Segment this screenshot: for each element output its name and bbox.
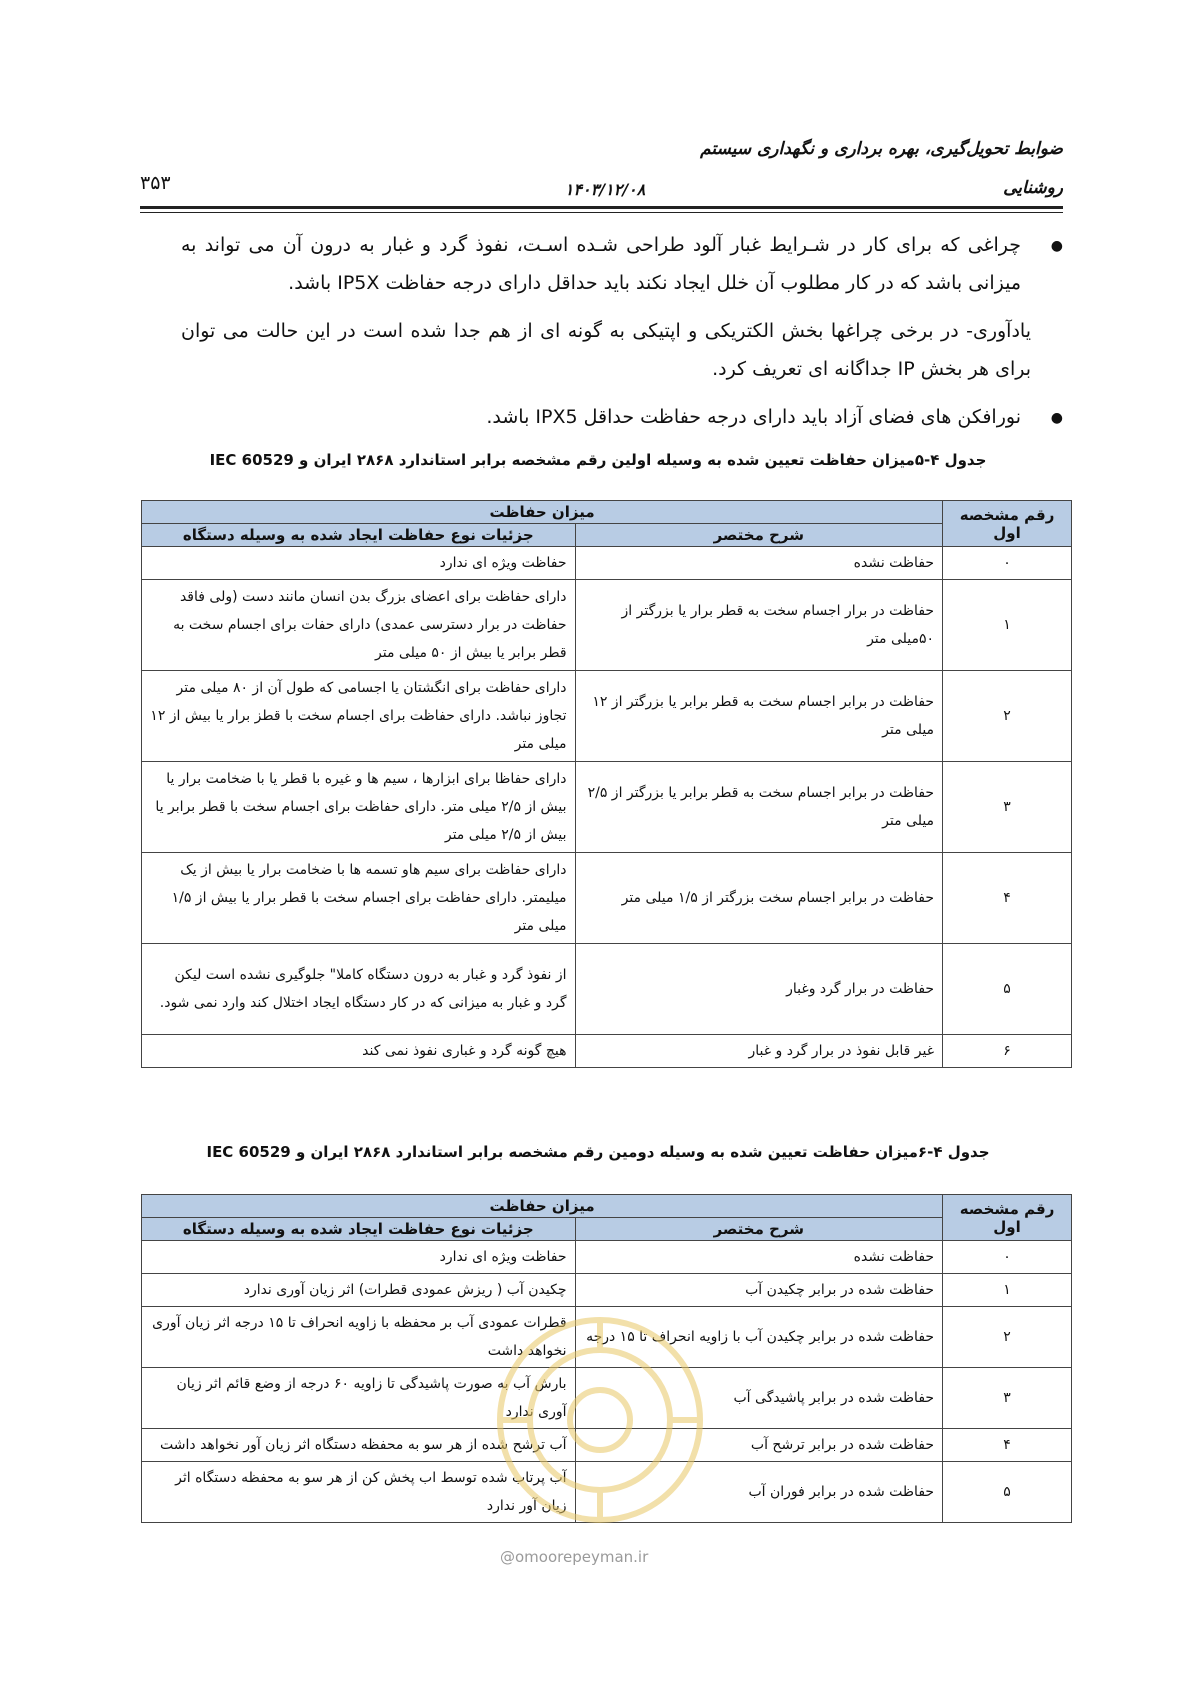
cell-num: ۲: [943, 671, 1072, 762]
cell-detail: قطرات عمودی آب بر محفظه با زاویه انحراف تا ۱۵ درجه اثر زیان آوری نخواهد داشت: [142, 1307, 576, 1368]
table1-head-detail: جزئیات نوع حفاظت ایجاد شده به وسیله دستگاه: [142, 524, 576, 547]
paragraph-bullet-2: نورافکن های فضای آزاد باید دارای درجه حفاظت حداقل IPX5 باشد.: [486, 406, 1021, 428]
table2-caption: جدول ۴-۶میزان حفاظت تعیین شده به وسیله دومین رقم مشخصه برابر استاندارد ۲۸۶۸ ایران و IEC 60529: [206, 1143, 990, 1161]
cell-detail: از نفوذ گرد و غبار به درون دستگاه کاملا" جلوگیری نشده است لیکن گرد و غبار به میزانی که در کار دستگاه ایجاد اختلال کند وارد نمی شود.: [142, 944, 576, 1035]
cell-desc: حفاظت نشده: [575, 547, 943, 580]
table2-head-detail: جزئیات نوع حفاظت ایجاد شده به وسیله دستگاه: [142, 1218, 576, 1241]
cell-desc: حفاظت شده در برابر چکیدن آب با زاویه انحراف تا ۱۵ درجه: [575, 1307, 943, 1368]
cell-desc: حفاظت نشده: [575, 1241, 943, 1274]
cell-detail: آب ترشح شده از هر سو به محفظه دستگاه اثر زیان آور نخواهد داشت: [142, 1429, 576, 1462]
header-date: ۱۴۰۳/۱۲/۰۸: [564, 180, 646, 199]
cell-num: ۱: [943, 1274, 1072, 1307]
header-title-line2: روشنایی: [1003, 178, 1063, 198]
cell-num: ۳: [943, 1368, 1072, 1429]
paragraph-note: یادآوری- در برخی چراغها بخش الکتریکی و اپتیکی به گونه ای از هم جدا شده است در این حالت می توان برای هر بخش IP جداگانه ای تعریف کرد.: [181, 320, 1031, 380]
cell-desc: حفاظت شده در برابر چکیدن آب: [575, 1274, 943, 1307]
cell-detail: هیچ گونه گرد و غباری نفوذ نمی کند: [142, 1035, 576, 1068]
cell-num: ۱: [943, 580, 1072, 671]
cell-num: ۰: [943, 1241, 1072, 1274]
cell-desc: حفاظت در برار اجسام سخت به قطر برار یا بزرگتر از ۵۰میلی متر: [575, 580, 943, 671]
table-row: [142, 762, 1072, 853]
cell-desc: حفاظت شده در برابر پاشیدگی آب: [575, 1368, 943, 1429]
cell-num: ۰: [943, 547, 1072, 580]
bullet-icon: ●: [1050, 410, 1063, 426]
cell-desc: حفاظت در برابر اجسام سخت بزرگتر از ۱/۵ میلی متر: [575, 853, 943, 944]
table-row: [142, 1035, 1072, 1068]
table1-caption: جدول ۴-۵میزان حفاظت تعیین شده به وسیله اولین رقم مشخصه برابر استاندارد ۲۸۶۸ ایران و IEC 60529: [209, 451, 987, 469]
bullet-icon: ●: [1050, 238, 1063, 254]
cell-desc: حفاظت شده در برابر فوران آب: [575, 1462, 943, 1523]
table-first-digit: [141, 500, 1072, 1068]
page-number: ۳۵۳: [140, 172, 171, 194]
cell-detail: حفاظت ویژه ای ندارد: [142, 547, 576, 580]
cell-num: ۴: [943, 1429, 1072, 1462]
table1-head-desc: شرح مختصر: [575, 524, 943, 547]
table1-head-num: رقم مشخصه اول: [943, 501, 1072, 547]
table-row: [142, 944, 1072, 1035]
table2-head-group: میزان حفاظت: [142, 1195, 943, 1218]
cell-desc: حفاظت در برابر اجسام سخت به قطر برابر یا بزرگتر از ۲/۵ میلی متر: [575, 762, 943, 853]
cell-detail: دارای حفاظا برای ابزارها ، سیم ها و غیره با قطر یا با ضخامت برار یا بیش از ۲/۵ میلی متر. دارای حفاظت برای اجسام سخت با قطر برابر یا بیش از ۲/۵ میلی متر: [142, 762, 576, 853]
table2-head-num: رقم مشخصه اول: [943, 1195, 1072, 1241]
watermark-site: @omoorepeyman.ir: [500, 1548, 649, 1566]
cell-desc: غیر قابل نفوذ در برار گرد و غبار: [575, 1035, 943, 1068]
cell-num: ۳: [943, 762, 1072, 853]
cell-detail: دارای حفاظت برای انگشتان یا اجسامی که طول آن از ۸۰ میلی متر تجاوز نباشد. دارای حفاظت برای اجسام سخت با قطز برار یا بیش از ۱۲ میلی متر: [142, 671, 576, 762]
cell-num: ۴: [943, 853, 1072, 944]
cell-detail: حفاظت ویژه ای ندارد: [142, 1241, 576, 1274]
cell-detail: آب پرتاب شده توسط اب پخش کن از هر سو به محفظه دستگاه اثر زیان آور ندارد: [142, 1462, 576, 1523]
cell-detail: دارای حفاظت برای اعضای بزرگ بدن انسان مانند دست (ولی فاقد حفاظت در برار دسترسی عمدی) دارای حفات برای اجسام سخت به قطر برابر یا بیش از ۵۰ میلی متر: [142, 580, 576, 671]
header-rule-thin: [140, 212, 1063, 213]
table-row: [142, 580, 1072, 671]
table-row: [142, 547, 1072, 580]
cell-num: ۵: [943, 1462, 1072, 1523]
cell-num: ۶: [943, 1035, 1072, 1068]
watermark-seal: [480, 1300, 720, 1540]
table-row: [142, 671, 1072, 762]
cell-detail: بارش آب به صورت پاشیدگی تا زاویه ۶۰ درجه از وضع قائم اثر زیان آوری ندارد: [142, 1368, 576, 1429]
header-title: ضوابط تحویل‌گیری، بهره برداری و نگهداری سیستم: [700, 139, 1063, 159]
cell-desc: حفاظت در برار گرد وغبار: [575, 944, 943, 1035]
cell-num: ۲: [943, 1307, 1072, 1368]
table2-head-desc: شرح مختصر: [575, 1218, 943, 1241]
cell-desc: حفاظت در برابر اجسام سخت به قطر برابر یا بزرگتر از ۱۲ میلی متر: [575, 671, 943, 762]
header-rule-thick: [140, 206, 1063, 209]
paragraph-bullet-1: چراغی که برای کار در شـرایط غبار آلود طراحی شـده اسـت، نفوذ گرد و غبار به درون آن می تواند به میزانی باشد که در کار مطلوب آن خلل ایجاد نکند باید حداقل دارای درجه حفاظت IP5X باشد.: [181, 234, 1021, 294]
cell-num: ۵: [943, 944, 1072, 1035]
cell-detail: دارای حفاظت برای سیم هاو تسمه ها با ضخامت برار یا بیش از یک میلیمتر. دارای حفاظت برای اجسام سخت با قطر برار یا بیش از ۱/۵ میلی متر: [142, 853, 576, 944]
table1-head-group: میزان حفاظت: [142, 501, 943, 524]
table-row: [142, 853, 1072, 944]
cell-detail: چکیدن آب ( ریزش عمودی قطرات) اثر زیان آوری ندارد: [142, 1274, 576, 1307]
table-row: [142, 1241, 1072, 1274]
cell-desc: حفاظت شده در برابر ترشح آب: [575, 1429, 943, 1462]
